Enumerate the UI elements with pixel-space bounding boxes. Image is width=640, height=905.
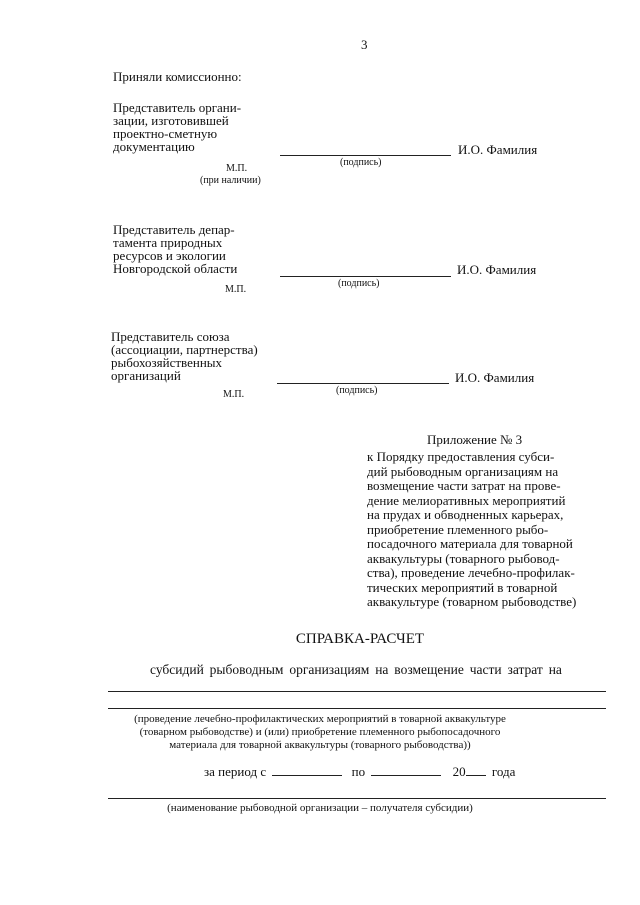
representative-3-line: (ассоциации, партнерства) [111,342,258,357]
purpose-field-line-2[interactable] [108,708,606,709]
representative-2-line: тамента природных [113,235,223,250]
purpose-note-line: материала для товарной аквакультуры (товарного рыбоводства)) [169,739,471,751]
appendix-line: аквакультуры (товарного рыбовод- [367,550,560,566]
purpose-note-line: (проведение лечебно-профилактических мероприятий в товарной аквакультуре [134,713,506,725]
representative-3-name: И.О. Фамилия [455,370,535,385]
representative-2-name: И.О. Фамилия [457,262,537,277]
period-year-field[interactable] [466,764,486,776]
appendix-line: посадочного материала для товарной [367,536,573,551]
appendix-line: ства), проведение лечебно-профилак- [367,565,575,580]
appendix-line: на прудах и обводненных карьерах, [367,507,564,522]
stamp-label-3: М.П. [223,389,245,400]
signature-line-3[interactable] [277,383,449,384]
representative-block-1 [113,101,241,153]
stamp-note-1: (при наличии) [200,175,261,186]
stamp-label-2: М.П. [225,284,247,295]
period-row [204,764,515,778]
period-to-label: по [351,764,366,779]
period-year-prefix: 20 [452,764,466,779]
page-number: 3 [361,37,368,52]
period-from-label: за период с [204,764,267,779]
organization-note: (наименование рыбоводной организации – получателя субсидии) [167,802,473,814]
appendix-line: дение мелиоративных мероприятий [367,492,566,508]
stamp-label-1: М.П. [226,163,248,174]
representative-1-line: проектно-сметную [113,126,218,141]
appendix-line: к Порядку предоставления субси- [367,449,555,464]
form-subtitle: субсидий рыбоводным организациям на возмещение части затрат на [150,662,562,677]
signature-caption-1: (подпись) [340,157,382,168]
signature-line-1[interactable] [280,155,451,156]
representative-3-line: Представитель союза [111,329,230,344]
accepted-heading: Приняли комиссионно: [113,69,242,84]
representative-1-line: Представитель органи- [113,100,242,115]
period-to-field[interactable] [371,764,441,776]
appendix-line: приобретение племенного рыбо- [367,521,549,537]
appendix-title: Приложение № 3 [427,432,523,447]
purpose-field-line-1[interactable] [108,691,606,692]
representative-1-line: зации, изготовившей [113,113,229,128]
representative-block-3 [111,330,258,382]
appendix-line: аквакультуре (товарном рыбоводстве) [367,594,577,609]
appendix-line: возмещение части затрат на прове- [367,478,561,493]
appendix-line: дий рыбоводным организациям на [367,463,559,479]
organization-field-line[interactable] [108,798,606,799]
representative-3-line: рыбохозяйственных [111,355,223,370]
representative-2-line: ресурсов и экологии [113,248,226,263]
signature-line-2[interactable] [280,276,451,277]
signature-caption-3: (подпись) [336,385,378,396]
form-title: СПРАВКА-РАСЧЕТ [295,631,425,647]
appendix-text [367,450,576,610]
representative-2-line: Новгородской области [113,261,238,276]
appendix-line: тических мероприятий в товарной [367,579,558,595]
period-from-field[interactable] [272,764,342,776]
representative-3-line: организаций [111,368,181,383]
period-year-suffix: года [491,764,516,779]
signature-caption-2: (подпись) [338,278,380,289]
representative-1-name: И.О. Фамилия [458,142,538,157]
representative-1-line: документацию [113,139,195,154]
representative-block-2 [113,223,237,275]
purpose-note-line: (товарном рыбоводстве) и (или) приобретение племенного рыбопосадочного [139,726,501,738]
representative-2-line: Представитель депар- [113,222,235,237]
